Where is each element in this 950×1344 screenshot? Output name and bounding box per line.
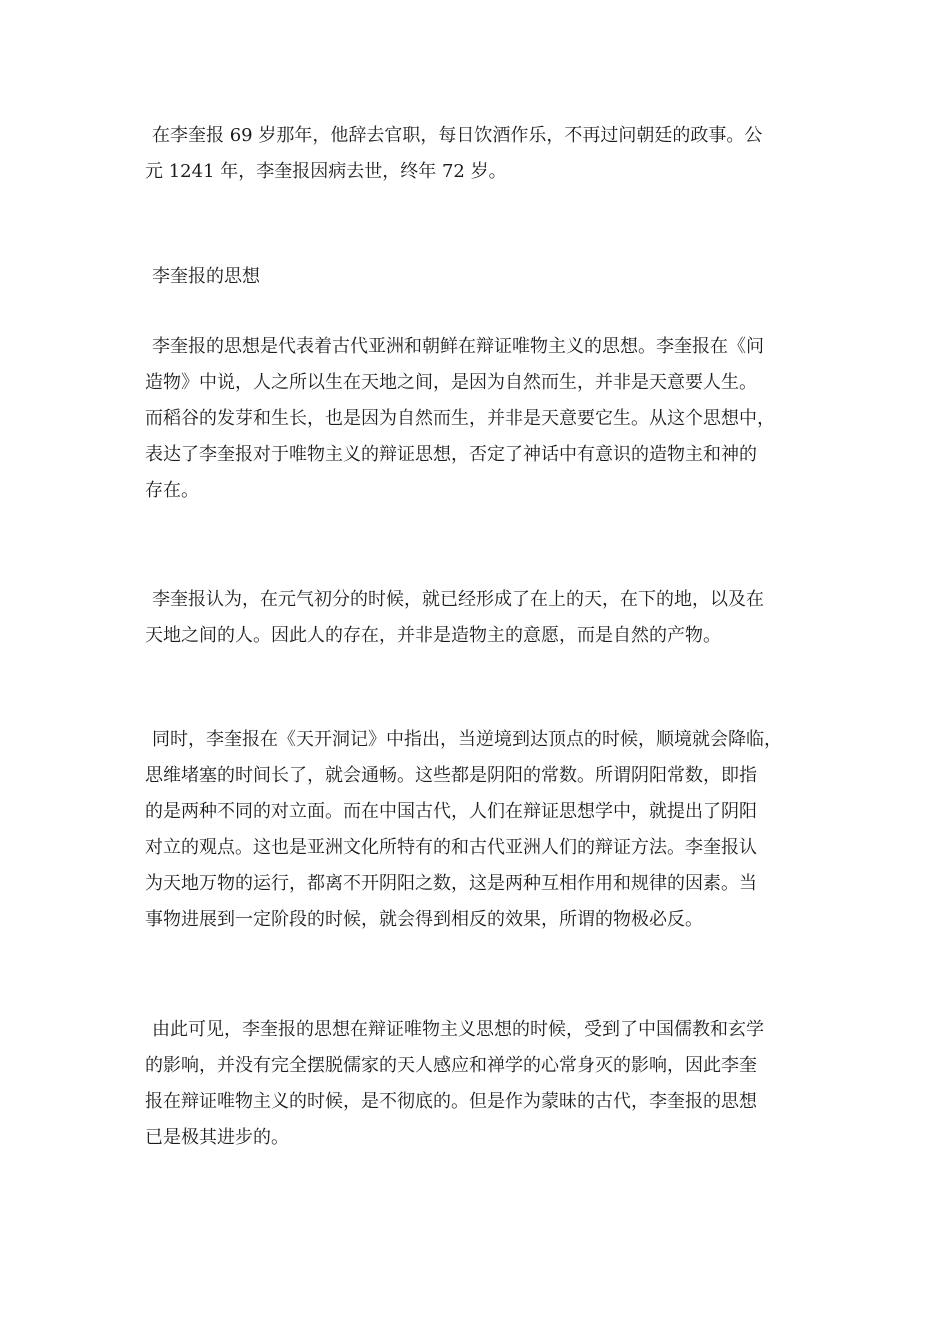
text-line: 对立的观点。这也是亚洲文化所特有的和古代亚洲人们的辩证方法。李奎报认	[145, 837, 757, 858]
paragraph-yin-yang	[145, 722, 782, 938]
text-line: 为天地万物的运行，都离不开阴阳之数，这是两种互相作用和规律的因素。当	[145, 873, 757, 894]
text-line: 造物》中说，人之所以生在天地之间，是因为自然而生，并非是天意要人生。	[145, 372, 757, 393]
text-line: 李奎报的思想是代表着古代亚洲和朝鲜在辩证唯物主义的思想。李奎报在《问	[152, 336, 764, 357]
paragraph-retirement	[145, 118, 762, 190]
paragraph-conclusion	[145, 1012, 764, 1156]
heading-text: 李奎报的思想	[152, 266, 260, 287]
paragraph-thought-intro	[145, 329, 775, 509]
text-line: 已是极其进步的。	[145, 1127, 289, 1148]
text-line: 李奎报认为，在元气初分的时候，就已经形成了在上的天，在下的地，以及在	[152, 589, 764, 610]
text-line: 存在。	[145, 480, 199, 501]
text-line: 事物进展到一定阶段的时候，就会得到相反的效果，所谓的物极必反。	[145, 909, 703, 930]
text-line: 由此可见，李奎报的思想在辩证唯物主义思想的时候，受到了中国儒教和玄学	[152, 1019, 764, 1040]
text-line: 的影响，并没有完全摆脱儒家的天人感应和禅学的心常身灭的影响，因此李奎	[145, 1055, 757, 1076]
text-line: 天地之间的人。因此人的存在，并非是造物主的意愿，而是自然的产物。	[145, 625, 721, 646]
text-line: 的是两种不同的对立面。而在中国古代，人们在辩证思想学中，就提出了阴阳	[145, 801, 757, 822]
text-line: 表达了李奎报对于唯物主义的辩证思想，否定了神话中有意识的造物主和神的	[145, 444, 757, 465]
text-line: 报在辩证唯物主义的时候，是不彻底的。但是作为蒙昧的古代，李奎报的思想	[145, 1091, 757, 1112]
section-heading	[145, 259, 260, 295]
text-line: 在李奎报 69 岁那年，他辞去官职，每日饮酒作乐，不再过问朝廷的政事。公	[152, 125, 763, 146]
text-line: 思维堵塞的时间长了，就会通畅。这些都是阴阳的常数。所谓阴阳常数，即指	[145, 765, 757, 786]
text-line: 而稻谷的发芽和生长，也是因为自然而生，并非是天意要它生。从这个思想中，	[145, 408, 775, 429]
text-line: 元 1241 年，李奎报因病去世，终年 72 岁。	[145, 161, 507, 182]
text-line: 同时，李奎报在《天开洞记》中指出，当逆境到达顶点的时候，顺境就会降临，	[152, 729, 782, 750]
paragraph-origin	[145, 582, 764, 654]
